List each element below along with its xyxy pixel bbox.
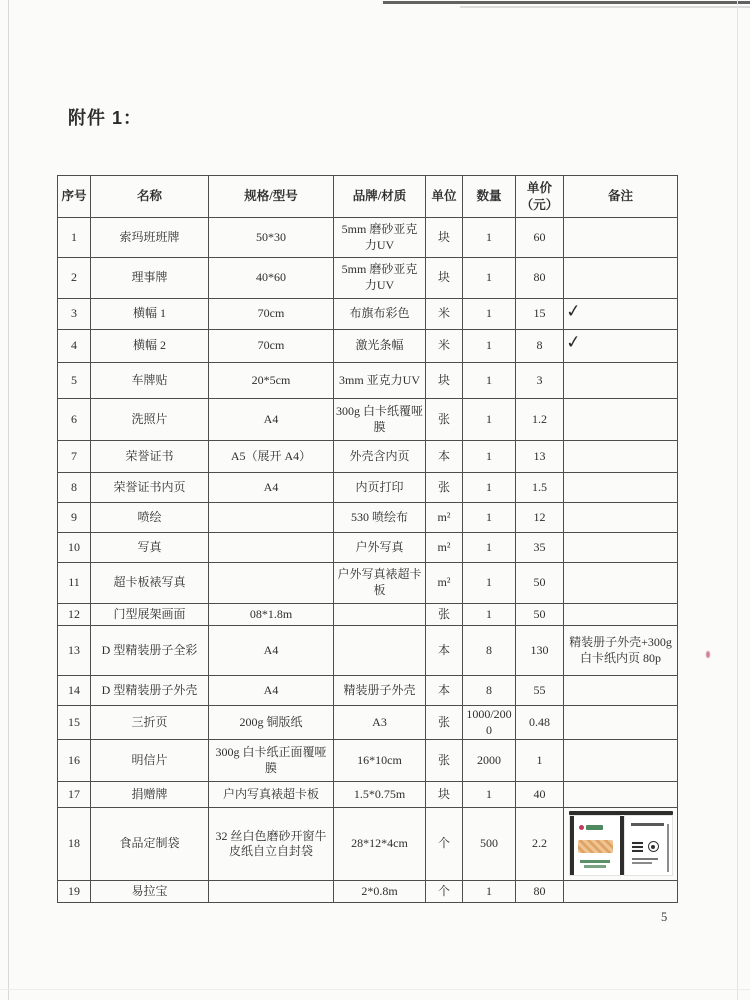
- column-header: 单价（元）: [516, 176, 564, 218]
- cell-remark: [564, 258, 678, 299]
- cell-name: 荣誉证书: [91, 441, 209, 473]
- cell-material: 布旗布彩色: [334, 299, 426, 330]
- cell-unit: 块: [426, 363, 463, 399]
- cell-material: 28*12*4cm: [334, 808, 426, 881]
- cell-remark: [564, 881, 678, 903]
- cell-spec: 300g 白卡纸正面覆哑膜: [209, 740, 334, 782]
- cell-qty: 1: [463, 441, 516, 473]
- cell-remark: [564, 740, 678, 782]
- cell-spec: 08*1.8m: [209, 604, 334, 626]
- cell-unit: 个: [426, 808, 463, 881]
- cell-price: 2.2: [516, 808, 564, 881]
- column-header: 规格/型号: [209, 176, 334, 218]
- table-row: [58, 808, 678, 881]
- cell-no: 4: [58, 330, 91, 363]
- cell-price: 55: [516, 676, 564, 706]
- cell-spec: A5（展开 A4）: [209, 441, 334, 473]
- cell-qty: 8: [463, 676, 516, 706]
- page-title: 附件 1：: [68, 108, 143, 128]
- cell-material: A3: [334, 706, 426, 740]
- cell-unit: m²: [426, 503, 463, 533]
- cell-name: 洗照片: [91, 399, 209, 441]
- table-row: [58, 218, 678, 258]
- cell-price: 1.2: [516, 399, 564, 441]
- cell-no: 15: [58, 706, 91, 740]
- cell-remark: [564, 676, 678, 706]
- cell-material: 16*10cm: [334, 740, 426, 782]
- cell-price: 1.5: [516, 473, 564, 503]
- cell-name: 车牌贴: [91, 363, 209, 399]
- bag-front-text-line: [580, 860, 610, 863]
- column-header: 单位: [426, 176, 463, 218]
- cell-material: 2*0.8m: [334, 881, 426, 903]
- cell-unit: 米: [426, 330, 463, 363]
- bag-window: [578, 840, 613, 853]
- cell-no: 7: [58, 441, 91, 473]
- cell-spec: [209, 533, 334, 563]
- cell-name: 捐赠牌: [91, 782, 209, 808]
- cell-no: 13: [58, 626, 91, 676]
- handwritten-checkmark: ✓: [564, 300, 583, 323]
- cell-qty: 1: [463, 258, 516, 299]
- cell-material: [334, 604, 426, 626]
- cell-no: 14: [58, 676, 91, 706]
- cell-price: 8 ✓: [516, 330, 564, 363]
- cell-no: 8: [58, 473, 91, 503]
- cell-price: 35: [516, 533, 564, 563]
- table-row: [58, 676, 678, 706]
- cell-qty: 8: [463, 626, 516, 676]
- cell-unit: 张: [426, 706, 463, 740]
- table-row: [58, 258, 678, 299]
- table-row: [58, 473, 678, 503]
- cell-price: 12: [516, 503, 564, 533]
- cell-unit: 张: [426, 399, 463, 441]
- cell-unit: 块: [426, 258, 463, 299]
- cell-material: 530 喷绘布: [334, 503, 426, 533]
- cell-price: 1: [516, 740, 564, 782]
- cell-qty: 1: [463, 473, 516, 503]
- cell-remark: [564, 503, 678, 533]
- cell-name: 门型展架画面: [91, 604, 209, 626]
- cell-price: 40: [516, 782, 564, 808]
- cell-qty: 1: [463, 782, 516, 808]
- cell-qty: 1: [463, 503, 516, 533]
- table-row: [58, 441, 678, 473]
- bag-middle-gusset: [620, 816, 624, 875]
- cell-remark: [564, 808, 678, 881]
- cell-qty: 500: [463, 808, 516, 881]
- cell-no: 5: [58, 363, 91, 399]
- cell-remark: [564, 473, 678, 503]
- cell-no: 16: [58, 740, 91, 782]
- header-row: [58, 176, 678, 218]
- cell-qty: 1: [463, 399, 516, 441]
- cell-no: 12: [58, 604, 91, 626]
- cell-name: 明信片: [91, 740, 209, 782]
- table-row: [58, 706, 678, 740]
- cell-spec: 70cm: [209, 330, 334, 363]
- handwritten-checkmark: ✓: [564, 331, 583, 354]
- cell-spec: 20*5cm: [209, 363, 334, 399]
- cell-spec: 户内写真裱超卡板: [209, 782, 334, 808]
- table-row: [58, 626, 678, 676]
- cell-remark: [564, 782, 678, 808]
- table-row: [58, 330, 678, 363]
- cell-spec: A4: [209, 399, 334, 441]
- cell-price: 60: [516, 218, 564, 258]
- cell-unit: 张: [426, 740, 463, 782]
- bag-front-view: [570, 816, 620, 875]
- cell-material: 户外写真: [334, 533, 426, 563]
- cell-price: 13: [516, 441, 564, 473]
- bag-top-edge: [569, 811, 673, 815]
- cell-material: 激光条幅: [334, 330, 426, 363]
- cell-spec: [209, 881, 334, 903]
- cell-name: 喷绘: [91, 503, 209, 533]
- cell-no: 18: [58, 808, 91, 881]
- table-row: [58, 533, 678, 563]
- cell-no: 9: [58, 503, 91, 533]
- table-row: [58, 563, 678, 604]
- table-row: [58, 299, 678, 330]
- cell-material: 精装册子外壳: [334, 676, 426, 706]
- scan-artifact-left-edge: [8, 0, 9, 1000]
- cell-price: 130: [516, 626, 564, 676]
- cell-qty: 1: [463, 533, 516, 563]
- cell-material: 3mm 亚克力UV: [334, 363, 426, 399]
- cell-unit: m²: [426, 533, 463, 563]
- cell-remark: [564, 533, 678, 563]
- cell-spec: A4: [209, 626, 334, 676]
- table-header: [58, 176, 678, 218]
- cell-remark: [564, 706, 678, 740]
- cell-no: 2: [58, 258, 91, 299]
- cell-unit: 张: [426, 604, 463, 626]
- cell-qty: 1: [463, 299, 516, 330]
- cell-unit: 张: [426, 473, 463, 503]
- cell-price: 80: [516, 881, 564, 903]
- cell-material: [334, 626, 426, 676]
- column-header: 名称: [91, 176, 209, 218]
- cell-name: 横幅 2: [91, 330, 209, 363]
- cell-spec: [209, 563, 334, 604]
- cell-remark: [564, 604, 678, 626]
- cell-qty: 1: [463, 563, 516, 604]
- cell-name: 理事牌: [91, 258, 209, 299]
- bag-back-text-line: [632, 858, 658, 860]
- cell-spec: A4: [209, 676, 334, 706]
- cell-no: 19: [58, 881, 91, 903]
- column-header: 品牌/材质: [334, 176, 426, 218]
- cell-material: 外壳含内页: [334, 441, 426, 473]
- cell-price: 0.48: [516, 706, 564, 740]
- cell-no: 10: [58, 533, 91, 563]
- cell-no: 3: [58, 299, 91, 330]
- qr-code-icon: [632, 841, 643, 852]
- product-photo-food-bag: [568, 811, 674, 877]
- cell-spec: 32 丝白色磨砂开窗牛皮纸自立自封袋: [209, 808, 334, 881]
- cell-qty: 1: [463, 218, 516, 258]
- table-body: [58, 218, 678, 903]
- cell-material: 300g 白卡纸覆哑膜: [334, 399, 426, 441]
- cell-price: 3: [516, 363, 564, 399]
- bag-logo-icon: [579, 825, 584, 830]
- page-number: 5: [661, 910, 668, 924]
- cell-remark: 精装册子外壳+300g 白卡纸内页 80p: [564, 626, 678, 676]
- cell-remark: [564, 441, 678, 473]
- cell-qty: 1: [463, 604, 516, 626]
- cell-remark: [564, 218, 678, 258]
- bag-back-view: [625, 816, 672, 875]
- table-row: [58, 782, 678, 808]
- cell-price: 80: [516, 258, 564, 299]
- cell-unit: 本: [426, 626, 463, 676]
- cell-unit: m²: [426, 563, 463, 604]
- cell-name: 三折页: [91, 706, 209, 740]
- cell-material: 户外写真裱超卡板: [334, 563, 426, 604]
- cell-spec: 50*30: [209, 218, 334, 258]
- cell-remark: [564, 363, 678, 399]
- cell-qty: 1000/2000: [463, 706, 516, 740]
- table-row: [58, 604, 678, 626]
- bag-back-title-line: [631, 823, 664, 826]
- cell-remark: [564, 563, 678, 604]
- scan-artifact-bottom-edge: [0, 989, 750, 990]
- cell-qty: 1: [463, 881, 516, 903]
- cell-name: 荣誉证书内页: [91, 473, 209, 503]
- cell-name: D 型精装册子全彩: [91, 626, 209, 676]
- bag-back-edge: [667, 824, 669, 872]
- bag-brand-bar: [586, 825, 603, 830]
- column-header: 数量: [463, 176, 516, 218]
- cell-spec: 40*60: [209, 258, 334, 299]
- cell-name: 写真: [91, 533, 209, 563]
- table-row: [58, 399, 678, 441]
- cell-name: D 型精装册子外壳: [91, 676, 209, 706]
- cell-no: 11: [58, 563, 91, 604]
- cell-spec: [209, 503, 334, 533]
- table-row: [58, 881, 678, 903]
- cell-name: 超卡板裱写真: [91, 563, 209, 604]
- cell-name: 食品定制袋: [91, 808, 209, 881]
- scan-artifact-top-shadow: [460, 6, 750, 8]
- cell-price: 50: [516, 604, 564, 626]
- column-header: 序号: [58, 176, 91, 218]
- cell-material: 1.5*0.75m: [334, 782, 426, 808]
- cell-spec: A4: [209, 473, 334, 503]
- cell-name: 易拉宝: [91, 881, 209, 903]
- cell-price: 15 ✓: [516, 299, 564, 330]
- column-header: 备注: [564, 176, 678, 218]
- cell-name: 索玛班班牌: [91, 218, 209, 258]
- cell-no: 17: [58, 782, 91, 808]
- table-row: [58, 503, 678, 533]
- cell-unit: 块: [426, 218, 463, 258]
- scan-artifact-top-line: [383, 1, 750, 4]
- cell-name: 横幅 1: [91, 299, 209, 330]
- bag-front-text-line2: [584, 865, 606, 868]
- cell-unit: 本: [426, 676, 463, 706]
- cell-qty: 1: [463, 330, 516, 363]
- cell-price: 50: [516, 563, 564, 604]
- cell-material: 5mm 磨砂亚克力UV: [334, 218, 426, 258]
- red-ink-dot: [706, 651, 710, 658]
- price-table: [57, 175, 678, 903]
- table-row: [58, 363, 678, 399]
- cell-material: 5mm 磨砂亚克力UV: [334, 258, 426, 299]
- cell-no: 1: [58, 218, 91, 258]
- cell-unit: 个: [426, 881, 463, 903]
- bag-back-text-line2: [632, 862, 652, 864]
- cell-unit: 块: [426, 782, 463, 808]
- cell-material: 内页打印: [334, 473, 426, 503]
- cell-qty: 1: [463, 363, 516, 399]
- cell-no: 6: [58, 399, 91, 441]
- cell-remark: [564, 399, 678, 441]
- cell-unit: 本: [426, 441, 463, 473]
- cell-spec: 200g 铜版纸: [209, 706, 334, 740]
- cell-spec: 70cm: [209, 299, 334, 330]
- cell-qty: 2000: [463, 740, 516, 782]
- table-row: [58, 740, 678, 782]
- bag-left-gusset: [570, 816, 574, 875]
- scan-artifact-right-edge: [737, 0, 738, 1000]
- certification-seal-icon: [648, 841, 659, 852]
- cell-unit: 米: [426, 299, 463, 330]
